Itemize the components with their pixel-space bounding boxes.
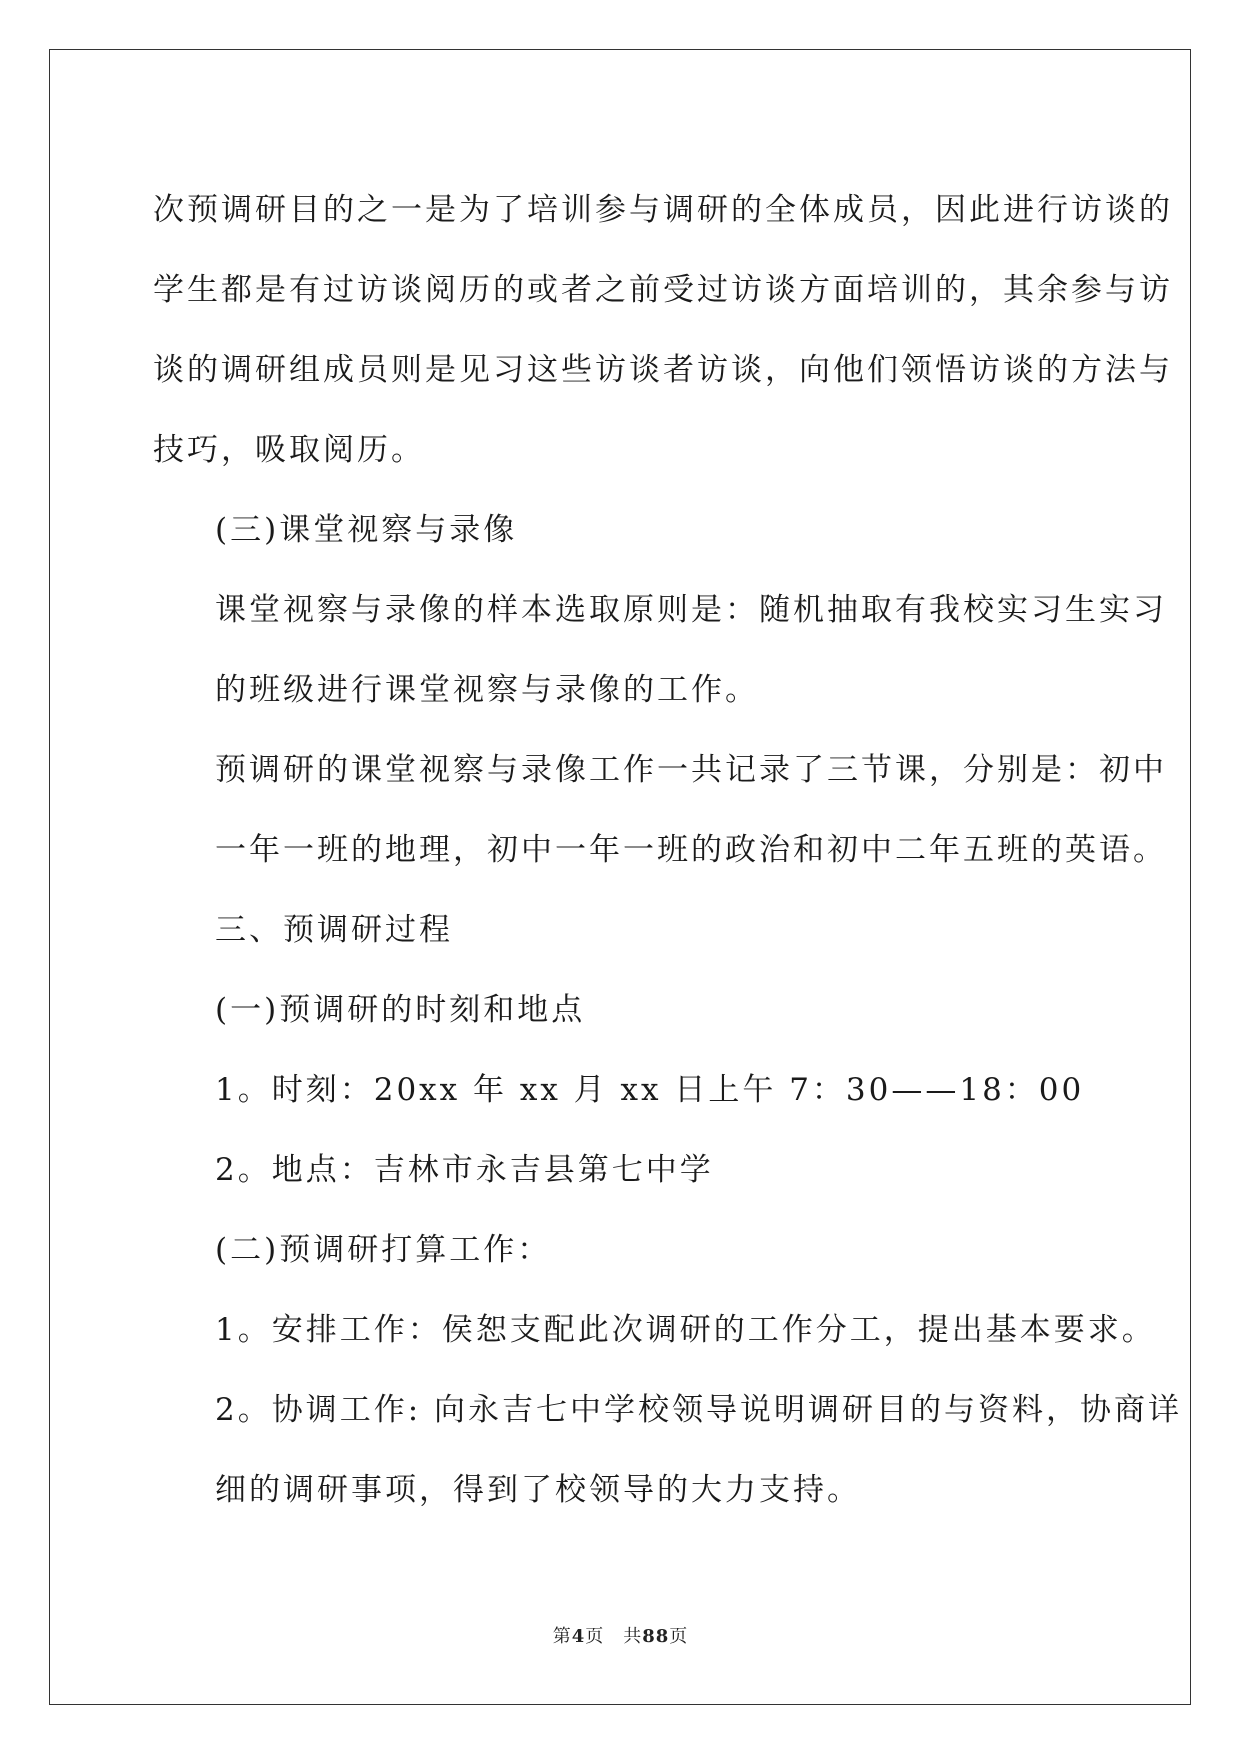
- total-pages-number: 88: [642, 1626, 670, 1647]
- paragraph-line: 2。协调工作: 向永吉七中学校领导说明调研目的与资料，协商详: [215, 1392, 1183, 1428]
- paragraph: [153, 1130, 1088, 1210]
- paragraph-line: 三、预调研过程: [215, 912, 453, 948]
- paragraph-line: 1。时刻：20xx 年 xx 月 xx 日上午 7：30——18：00: [215, 1072, 1085, 1108]
- paragraph-line: 次预调研目的之一是为了培训参与调研的全体成员，因此进行访谈的: [153, 192, 1173, 228]
- paragraph: [153, 1050, 1088, 1130]
- paragraph: [153, 970, 1088, 1050]
- page-footer: [0, 1622, 1241, 1648]
- current-page-number: 4: [571, 1626, 586, 1647]
- paragraph-line: 的班级进行课堂视察与录像的工作。: [215, 672, 759, 708]
- paragraph-line: (一)预调研的时刻和地点: [215, 992, 586, 1028]
- paragraph-line: 预调研的课堂视察与录像工作一共记录了三节课，分别是：初中: [215, 752, 1167, 788]
- paragraph-line: 技巧，吸取阅历。: [153, 432, 425, 468]
- paragraph-line: (三)课堂视察与录像: [215, 512, 518, 548]
- paragraph: [153, 730, 1167, 890]
- footer-middle: 页 共: [585, 1626, 643, 1647]
- paragraph-line: 1。安排工作：侯恕支配此次调研的工作分工，提出基本要求。: [215, 1312, 1156, 1348]
- paragraph-line: 2。地点：吉林市永吉县第七中学: [215, 1152, 714, 1188]
- paragraph: [153, 570, 1167, 730]
- paragraph: [153, 890, 1088, 970]
- paragraph: [153, 1290, 1156, 1370]
- paragraph: [153, 1210, 1088, 1290]
- document-body: [153, 170, 1183, 1530]
- paragraph-line: (二)预调研打算工作：: [215, 1232, 552, 1268]
- paragraph-line: 学生都是有过访谈阅历的或者之前受过访谈方面培训的，其余参与访: [153, 272, 1173, 308]
- paragraph-line: 谈的调研组成员则是见习这些访谈者访谈，向他们领悟访谈的方法与: [153, 352, 1173, 388]
- paragraph-line: 课堂视察与录像的样本选取原则是：随机抽取有我校实习生实习: [215, 592, 1167, 628]
- footer-suffix: 页: [669, 1626, 689, 1647]
- footer-prefix: 第: [552, 1626, 572, 1647]
- paragraph: [153, 1370, 1183, 1530]
- paragraph-line: 细的调研事项，得到了校领导的大力支持。: [215, 1472, 861, 1508]
- paragraph: [153, 490, 1088, 570]
- paragraph: [153, 170, 1173, 490]
- paragraph-line: 一年一班的地理，初中一年一班的政治和初中二年五班的英语。: [215, 832, 1167, 868]
